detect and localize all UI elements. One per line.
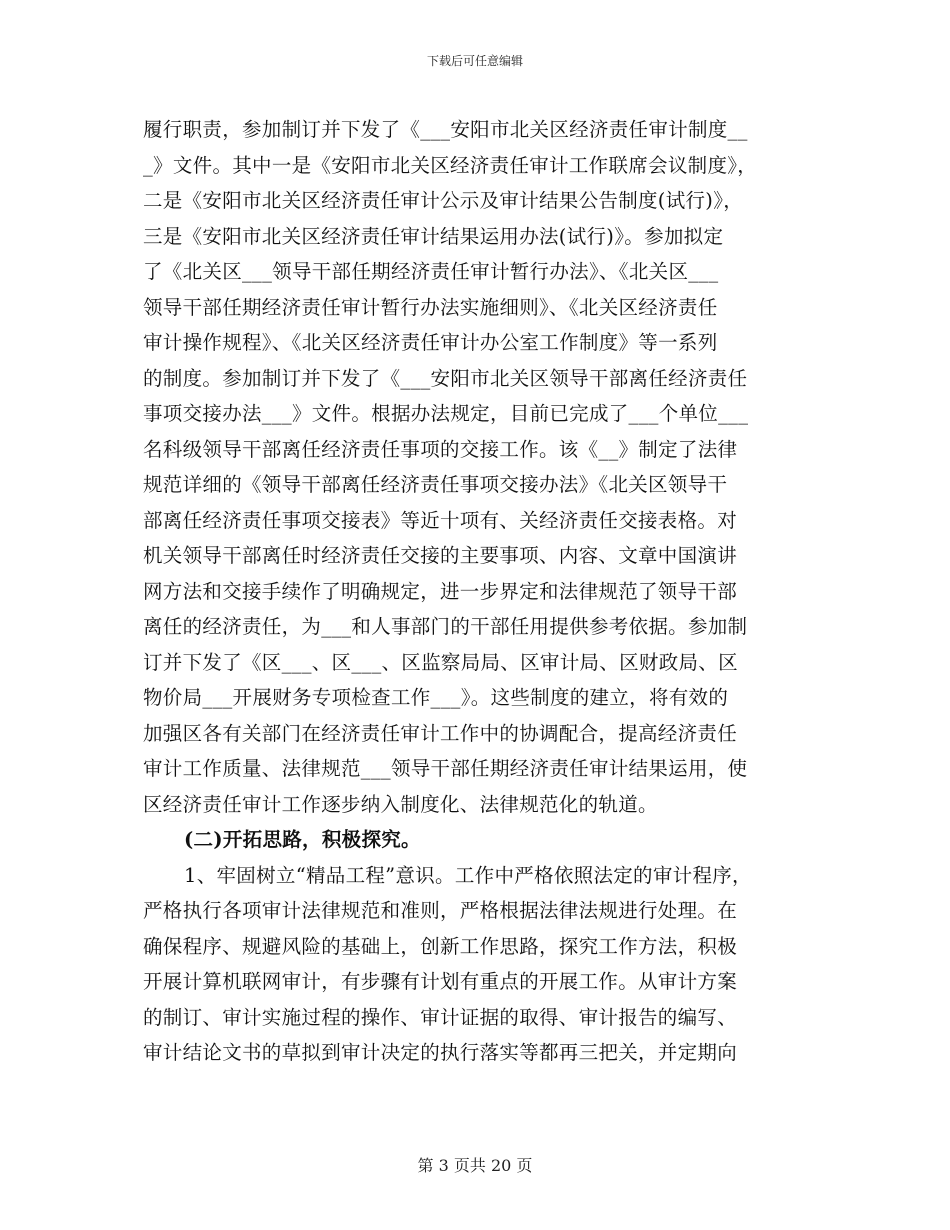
body-line: 了《北关区___领导干部任期经济责任审计暂行办法》、《北关区___ [143, 260, 719, 283]
body-line: 名科级领导干部离任经济责任事项的交接工作。该《__》制定了法律 [143, 437, 738, 461]
body-line: 确保程序、规避风险的基础上，创新工作思路，探究工作方法，积极 [143, 934, 738, 958]
body-line: 物价局___开展财务专项检查工作___》。这些制度的建立，将有效的 [143, 686, 729, 709]
body-line: 的制度。参加制订并下发了《___安阳市北关区领导干部离任经济责任 [143, 366, 748, 390]
body-line: 的制订、审计实施过程的操作、审计证据的取得、审计报告的编写、 [143, 1005, 738, 1029]
page-number-footer: 第 3 页共 20 页 [417, 1156, 533, 1175]
body-line: 离任的经济责任，为___和人事部门的干部任用提供参考依据。参加制 [143, 615, 748, 638]
document-body [143, 112, 823, 1071]
body-line: 三是《安阳市北关区经济责任审计结果运用办法(试行)》。参加拟定 [143, 224, 724, 248]
body-line: 部离任经济责任事项交接表》等近十项有、关经济责任交接表格。对 [143, 508, 738, 532]
body-line: 严格执行各项审计法律规范和准则，严格根据法律法规进行处理。在 [143, 899, 738, 922]
page-header: 下载后可任意编辑 [426, 54, 523, 68]
body-line: 区经济责任审计工作逐步纳入制度化、法律规范化的轨道。 [143, 792, 658, 816]
body-line: 领导干部任期经济责任审计暂行办法实施细则》、《北关区经济责任 [143, 295, 718, 319]
body-line: 二是《安阳市北关区经济责任审计公示及审计结果公告制度(试行)》， [143, 189, 744, 212]
body-line: 履行职责，参加制订并下发了《___安阳市北关区经济责任审计制度__ [143, 118, 748, 141]
body-line: 审计结论文书的草拟到审计决定的执行落实等都再三把关，并定期向 [143, 1041, 738, 1064]
section-heading: (二)开拓思路，积极探究。 [184, 828, 421, 851]
body-line: _》文件。其中一是《安阳市北关区经济责任审计工作联席会议制度》， [143, 153, 758, 177]
body-line: 加强区各有关部门在经济责任审计工作中的协调配合，提高经济责任 [143, 721, 738, 745]
body-line: 机关领导干部离任时经济责任交接的主要事项、内容、文章中国演讲 [143, 544, 738, 567]
body-line: 网方法和交接手续作了明确规定，进一步界定和法律规范了领导干部 [143, 579, 738, 603]
body-line: 审计工作质量、法律规范___领导干部任期经济责任审计结果运用，使 [143, 757, 748, 780]
body-line: 事项交接办法___》文件。根据办法规定，目前已完成了___个单位___ [143, 402, 749, 425]
body-line: 1、牢固树立“精品工程”意识。工作中严格依照法定的审计程序， [184, 863, 752, 887]
body-line: 审计操作规程》、《北关区经济责任审计办公室工作制度》等一系列 [143, 331, 718, 354]
body-line: 订并下发了《区___、区___、区监察局局、区审计局、区财政局、区 [143, 650, 738, 674]
body-line: 开展计算机联网审计，有步骤有计划有重点的开展工作。从审计方案 [143, 970, 738, 993]
body-line: 规范详细的《领导干部离任经济责任事项交接办法》《北关区领导干 [143, 473, 728, 496]
